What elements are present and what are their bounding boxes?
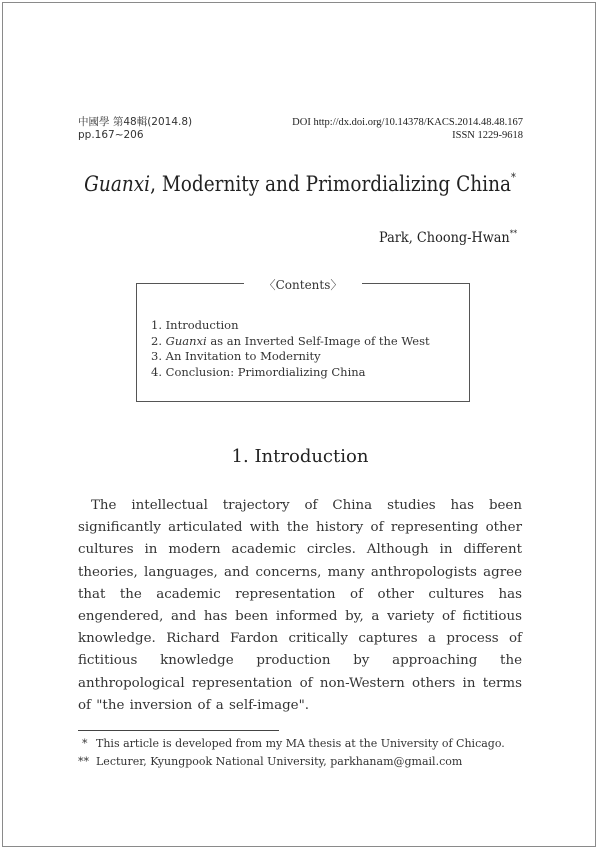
author-footnote-mark[interactable]: ** [509, 229, 517, 238]
contents-item-number: 4. [151, 364, 162, 379]
paper-title [36, 163, 564, 199]
author-name: Park, Choong-Hwan [378, 230, 510, 246]
footnote [78, 755, 522, 769]
title-footnote-mark[interactable]: * [511, 171, 516, 184]
contents-item[interactable] [151, 334, 430, 350]
doi-link[interactable]: DOI http://dx.doi.org/10.14378/KACS.2014.48.48.167 [292, 117, 523, 128]
contents-list [151, 318, 430, 380]
footnote-text: Lecturer, Kyungpook National University, parkhanam@gmail.com [96, 755, 463, 768]
title-rest: , Modernity and Primordializing China [150, 172, 512, 196]
doi-info [292, 116, 523, 142]
journal-info [78, 116, 192, 142]
contents-item-number: 2. [151, 333, 162, 348]
footnote-divider [78, 730, 279, 731]
contents-heading-wrap [137, 274, 469, 294]
contents-item-number: 3. [151, 349, 162, 363]
section-heading: 1. Introduction [231, 446, 369, 467]
journal-pages: pp.167~206 [78, 129, 144, 141]
contents-item-text: Conclusion: Primordializing China [165, 364, 366, 379]
contents-item-text: An Invitation to Modernity [165, 349, 321, 363]
footnotes [78, 737, 522, 769]
contents-item[interactable] [151, 318, 430, 334]
footnote-text: This article is developed from my MA thesis at the University of Chicago. [96, 737, 505, 750]
journal-issue: 中國學 第48輯(2014.8) [78, 116, 193, 128]
contents-item-text: Introduction [165, 318, 239, 332]
contents-heading: 〈Contents〉 [244, 278, 363, 292]
contents-item[interactable] [151, 365, 430, 381]
footnote [78, 737, 522, 751]
footnote-mark: ** [78, 755, 89, 768]
contents-item-italic: Guanxi [165, 333, 207, 348]
issn: ISSN 1229-9618 [452, 130, 523, 141]
contents-item[interactable] [151, 349, 430, 365]
contents-box [136, 278, 470, 402]
contents-item-text: as an Inverted Self-Image of the West [206, 333, 430, 348]
title-italic: Guanxi [84, 172, 151, 196]
body-paragraph: The intellectual trajectory of China studies has been significantly articulated with the history of representing other cultures in modern academic circles. Although in different theories, languages, and concerns, many anthropologists agree that the academic representation of other cultures has engendered, and has been informed by, a variety of fictitious knowledge. Richard Fardon critically captures a process of fictitious knowledge production by approaching the anthropological representation of non-Western others in terms of "the inversion of a self-image". [78, 498, 522, 713]
author [379, 224, 517, 248]
contents-item-number: 1. [151, 318, 162, 332]
footnote-mark: * [82, 737, 88, 750]
